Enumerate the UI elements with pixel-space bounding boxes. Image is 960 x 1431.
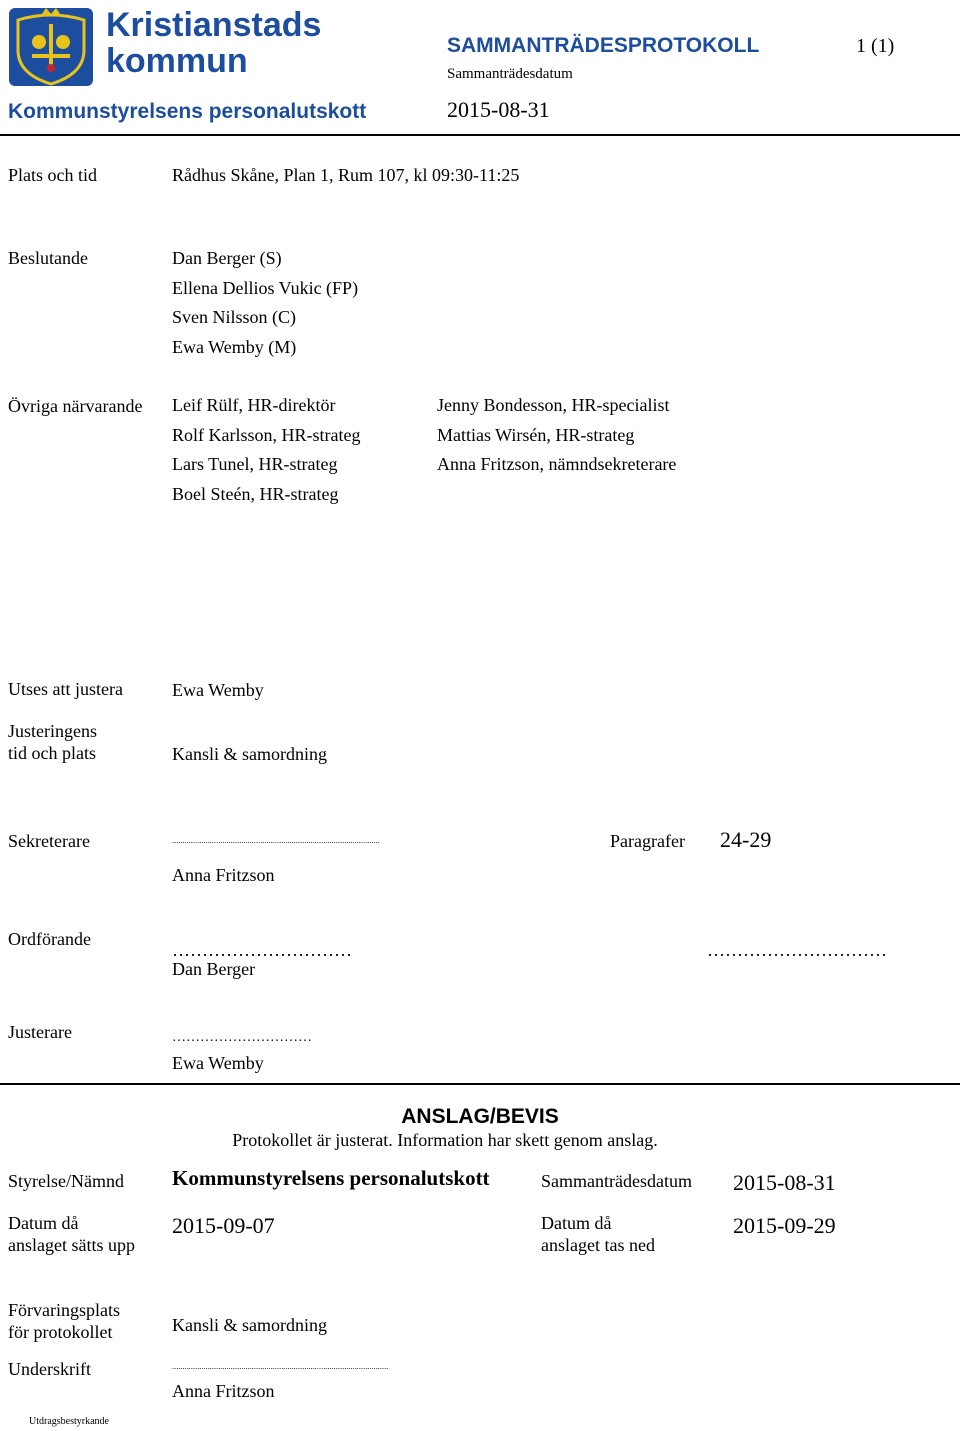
storage-label-1: Förvaringsplats [8, 1300, 120, 1320]
removed-label-2: anslaget tas ned [541, 1235, 655, 1255]
removed-label-1: Datum då [541, 1213, 612, 1233]
chair-signature-line-right: ………………………… [707, 940, 887, 960]
coat-of-arms-icon [8, 6, 94, 88]
posted-label-1: Datum då [8, 1213, 79, 1233]
attendee: Mattias Wirsén, HR-strateg [437, 424, 635, 445]
extract-certification-label: Utdragsbestyrkande [29, 1416, 109, 1427]
notice-title: ANSLAG/BEVIS [401, 1105, 559, 1128]
board-value: Kommunstyrelsens personalutskott [172, 1166, 490, 1190]
chair-label: Ordförande [8, 929, 91, 949]
document-type-title: SAMMANTRÄDESPROTOKOLL [447, 34, 760, 57]
committee-name: Kommunstyrelsens personalutskott [8, 100, 367, 123]
storage-label-2: för protokollet [8, 1322, 113, 1342]
place-label: Plats och tid [8, 165, 97, 185]
logo-text-line1: Kristianstads [106, 6, 322, 44]
signature-label: Underskrift [8, 1359, 91, 1379]
posted-date: 2015-09-07 [172, 1213, 275, 1238]
header-divider [0, 134, 960, 136]
decision-maker: Ewa Wemby (M) [172, 336, 297, 357]
attendee: Boel Steén, HR-strateg [172, 483, 339, 504]
removed-date: 2015-09-29 [733, 1213, 836, 1238]
others-list-col1 [172, 391, 360, 509]
signature-name: Anna Fritzson [172, 1381, 275, 1401]
meeting-date-label: Sammanträdesdatum [447, 66, 573, 82]
justifier-name: Ewa Wemby [172, 1053, 264, 1073]
adjuster-label: Utses att justera [8, 679, 123, 699]
attendee: Lars Tunel, HR-strateg [172, 454, 338, 474]
signature-line: ....................................................................................................... [172, 1362, 389, 1371]
page-number: 1 (1) [856, 35, 895, 57]
secretary-name: Anna Fritzson [172, 865, 275, 885]
decision-maker: Sven Nilsson (C) [172, 307, 297, 327]
meeting-date: 2015-08-31 [447, 97, 550, 122]
others-list-col2 [437, 391, 676, 480]
justifier-signature-line: ………………………… [172, 1030, 312, 1045]
logo-text-line2: kommun [106, 42, 248, 80]
attendee: Leif Rülf, HR-direktör [172, 395, 336, 415]
chair-signature-line: ………………………… [172, 940, 352, 960]
notice-meeting-date: 2015-08-31 [733, 1170, 836, 1195]
adjust-time-place-label-1: Justeringens [8, 721, 97, 741]
notice-meeting-date-label: Sammanträdesdatum [541, 1171, 692, 1191]
adjust-time-place-label-2: tid och plats [8, 743, 96, 763]
decision-makers-list [172, 244, 358, 362]
decision-label: Beslutande [8, 248, 88, 268]
notice-subtitle: Protokollet är justerat. Information har skett genom anslag. [232, 1130, 658, 1150]
adjust-time-place-value: Kansli & samordning [172, 744, 327, 764]
others-label: Övriga närvarande [8, 396, 143, 416]
justifier-label: Justerare [8, 1022, 72, 1042]
storage-value: Kansli & samordning [172, 1315, 327, 1335]
secretary-signature-line: ................................................................................................... [172, 836, 380, 845]
place-value: Rådhus Skåne, Plan 1, Rum 107, kl 09:30-11:25 [172, 165, 520, 185]
municipality-logo [8, 6, 322, 88]
posted-label-2: anslaget sätts upp [8, 1235, 135, 1255]
decision-maker: Ellena Dellios Vukic (FP) [172, 277, 359, 298]
attendee: Jenny Bondesson, HR-specialist [437, 395, 670, 415]
notice-divider [0, 1083, 960, 1085]
paragraphs-value: 24-29 [720, 827, 772, 852]
chair-name: Dan Berger [172, 959, 256, 979]
secretary-label: Sekreterare [8, 831, 90, 851]
attendee: Anna Fritzson, nämndsekreterare [437, 454, 677, 474]
paragraphs-label: Paragrafer [610, 831, 685, 851]
decision-maker: Dan Berger (S) [172, 248, 282, 268]
board-label: Styrelse/Nämnd [8, 1171, 124, 1191]
attendee: Rolf Karlsson, HR-strateg [172, 424, 361, 445]
adjuster-value: Ewa Wemby [172, 680, 264, 700]
